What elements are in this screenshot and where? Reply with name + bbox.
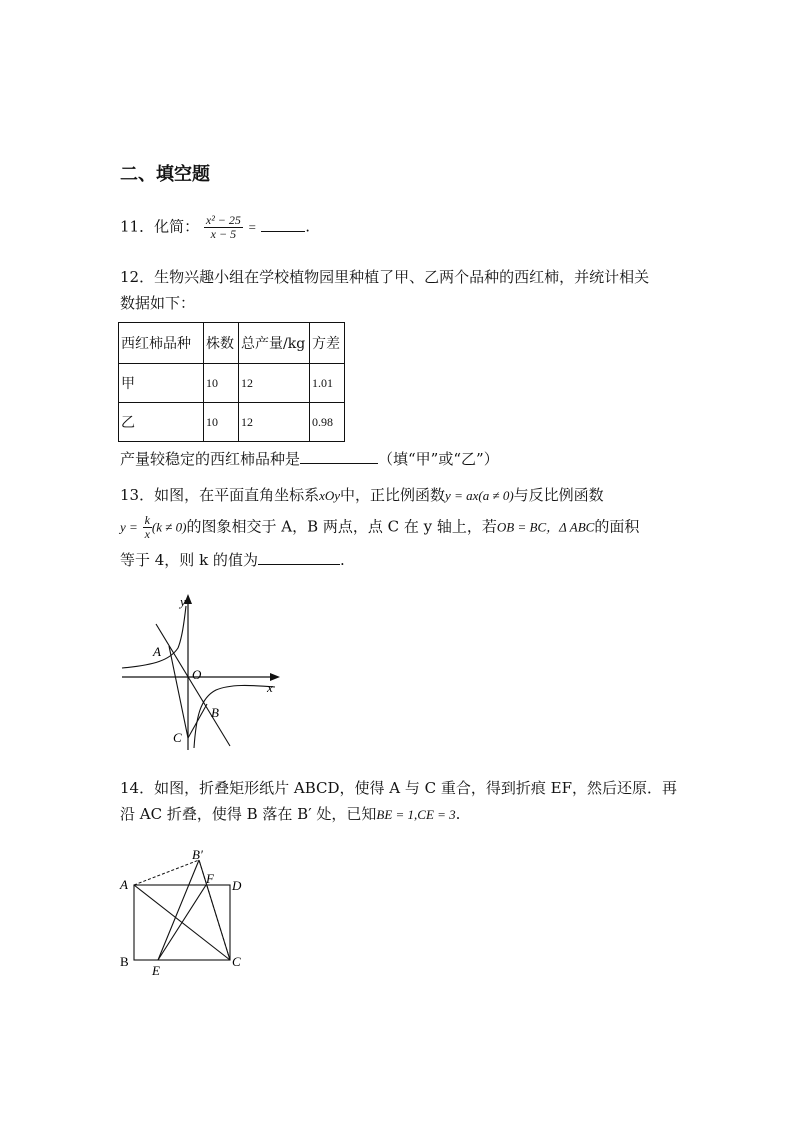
q11-period: . (305, 217, 311, 236)
q13-math: OB = BC (496, 519, 547, 535)
q11-equals: = (247, 219, 257, 235)
label-a: A (153, 644, 161, 659)
q13-line1 (120, 484, 604, 505)
label-c: C (232, 954, 241, 969)
q13-text: 等于 4，则 k 的值为 (120, 551, 258, 569)
table-header-cell: 总产量/kg (239, 323, 310, 364)
label-f: F (206, 871, 214, 886)
q13-denominator: x (144, 527, 150, 541)
label-y: y (180, 594, 186, 609)
table-header-cell: 株数 (204, 323, 239, 364)
table-header-cell: 西红柿品种 (119, 323, 204, 364)
q11-numerator: x² − 25 (205, 213, 241, 227)
q13-text: 中，正比例函数 (340, 486, 446, 504)
q14-text: 沿 AC 折叠，使得 B 落在 B′ 处，已知 (120, 805, 377, 823)
segment-eb-prime (158, 860, 199, 960)
q11-answer-blank[interactable] (261, 217, 305, 232)
q12-answer-prefix: 产量较稳定的西红柿品种是 (120, 450, 301, 468)
table-header-cell: 方差 (310, 323, 345, 364)
q13-line2 (120, 514, 639, 541)
q11-denominator: x − 5 (210, 227, 237, 241)
q13-figure (110, 588, 290, 758)
q13-numerator: k (144, 513, 150, 527)
q12-answer-suffix: （填“甲”或“乙”） (378, 450, 499, 468)
table-cell: 10 (204, 364, 239, 403)
label-o: O (192, 667, 202, 682)
q13-answer-blank[interactable] (258, 550, 340, 565)
hyperbola-branch-4 (194, 685, 275, 748)
q12-line2: 数据如下： (120, 294, 196, 312)
label-e: E (152, 963, 160, 978)
label-a: A (120, 877, 128, 892)
q13-math: ，Δ ABC (546, 519, 595, 535)
segment-ab-prime (134, 860, 199, 885)
label-b: B (211, 705, 219, 720)
q13-text: 与反比例函数 (513, 486, 604, 504)
table-cell: 甲 (119, 364, 204, 403)
q13-math: (k ≠ 0) (151, 519, 187, 535)
label-x: x (267, 680, 273, 695)
table-cell: 12 (239, 364, 310, 403)
table-header-row (119, 323, 345, 364)
q13-period: . (339, 551, 345, 569)
q13-math: y = (120, 519, 138, 535)
q14-figure (112, 842, 252, 982)
q13-text: 的图象相交于 A，B 两点，点 C 在 y 轴上，若 (186, 517, 497, 536)
q11-prefix: 11．化简： (120, 217, 200, 236)
label-c: C (173, 730, 182, 745)
table-cell: 12 (239, 403, 310, 442)
q14-math: BE = 1,CE = 3 (376, 807, 456, 822)
q12-line1: 12．生物兴趣小组在学校植物园里种植了甲、乙两个品种的西红柿，并统计相关 (120, 268, 650, 286)
table-row (119, 403, 345, 442)
q11-fraction (204, 214, 243, 241)
q13-line3 (120, 549, 345, 570)
section-title: 二、填空题 (120, 164, 210, 185)
table-cell: 1.01 (310, 364, 345, 403)
label-b-prime: B′ (192, 847, 203, 862)
table-cell: 0.98 (310, 403, 345, 442)
label-b: B (120, 954, 129, 969)
q13-math: xOy (319, 488, 341, 503)
table-cell: 乙 (119, 403, 204, 442)
q14-text: . (455, 805, 461, 823)
q14-line1: 14．如图，折叠矩形纸片 ABCD，使得 A 与 C 重合，得到折痕 EF，然后还原．再 (120, 779, 678, 797)
segment-ac (169, 646, 188, 738)
line-y-ax (156, 624, 230, 746)
tomato-data-table (118, 322, 345, 442)
label-d: D (232, 878, 242, 893)
segment-b-prime-c (199, 860, 230, 960)
q13-fraction (143, 514, 152, 541)
q13-text: 13．如图，在平面直角坐标系 (120, 486, 320, 504)
question-11 (120, 214, 310, 241)
q13-math: y = ax(a ≠ 0) (445, 488, 514, 503)
q12-answer-blank[interactable] (300, 449, 378, 464)
table-cell: 10 (204, 403, 239, 442)
crease-ef (158, 885, 206, 960)
q12-answer-line (120, 448, 499, 469)
segment-bc (188, 704, 207, 738)
q13-text: 的面积 (594, 517, 640, 536)
q14-line2 (120, 803, 460, 824)
table-row (119, 364, 345, 403)
